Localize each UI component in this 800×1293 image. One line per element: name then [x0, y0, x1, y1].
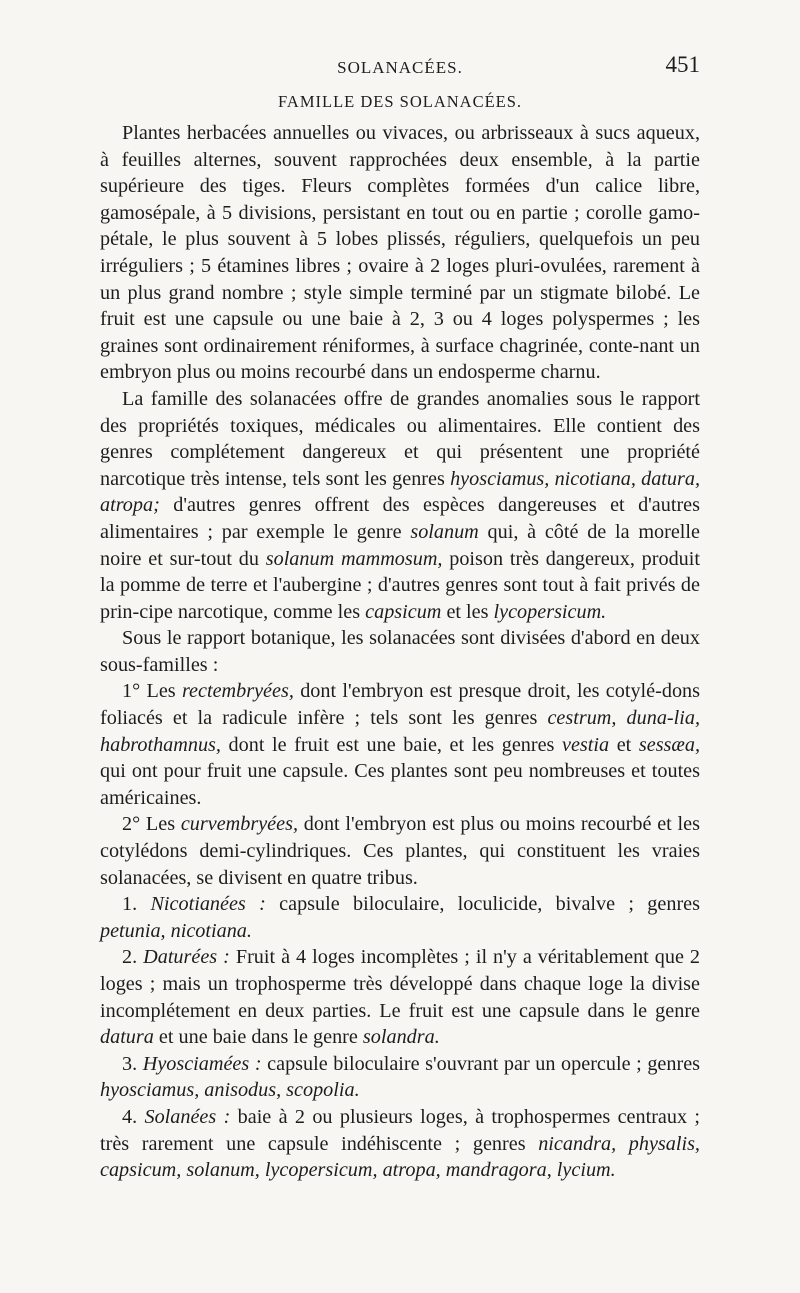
text-run: baie à 2 ou plusieurs loges, à trophospermes centraux ; très rarement une capsule indéhiscente ; genres [100, 1105, 701, 1155]
italic-run: capsicum [365, 600, 442, 623]
italic-run: Hyosciamées : [142, 1052, 262, 1075]
italic-run: Solanées : [144, 1105, 231, 1128]
italic-run: curvembryées, [180, 813, 298, 836]
text-run: Plantes herbacées annuelles ou vivaces, ou arbrisseaux à sucs aqueux, à feuilles alternes, souvent rapprochées deux ensemble, à la partie supérieure des tiges. Fleurs complètes formées d'un calice libre, gamosépale, à 5 divisions, persistant en tout ou en partie ; corolle gamo-pétale, le plus souvent à 5 lobes plissés, réguliers, quelquefois un peu irréguliers ; 5 étamines libres ; ovaire à 2 loges pluri-ovulées, rarement à un plus grand nombre ; style simple terminé par un stigmate bilobé. Le fruit est une capsule ou une baie à 2, 3 ou 4 loges polyspermes ; les graines sont ordinairement réniformes, à surface chagrinée, conte-nant un embryon plus ou moins recourbé dans un endosperme charnu. [100, 122, 700, 384]
running-head [100, 52, 700, 88]
italic-run: Daturées : [143, 946, 230, 969]
italic-run: nicandra, physalis, capsicum, solanum, lycopersicum, atropa, mandragora, lycium. [100, 1132, 700, 1182]
text-run: 4. [122, 1105, 145, 1128]
paragraph [100, 944, 700, 1050]
text-run: qui, à côté de la morelle noire et sur-tout du [100, 520, 700, 570]
text-run: La famille des solanacées offre de grandes anomalies sous le rapport des propriétés toxiques, médicales ou alimentaires. Elle contient des genres complétement dangereux et qui présentent une propriété narcotique très intense, tels sont les genres [100, 387, 700, 490]
text-run: dont le fruit est une baie, et les genres [220, 733, 563, 756]
paragraph [100, 891, 700, 944]
text-run: et [609, 733, 639, 756]
text-run: capsule biloculaire, loculicide, bivalve ; genres [265, 893, 700, 916]
italic-run: solanum [410, 520, 479, 543]
italic-run: cestrum, duna-lia, habrothamnus, [100, 707, 700, 756]
italic-run: solanum mammosum, [265, 547, 443, 570]
italic-run: Nicotianées : [150, 893, 266, 916]
paragraph [100, 120, 700, 386]
text-run: et une baie dans le genre [153, 1026, 363, 1049]
page-content [100, 52, 700, 1184]
text-run: 2° Les [122, 813, 181, 836]
text-run: 3. [122, 1052, 143, 1075]
italic-run: datura [100, 1026, 154, 1049]
paragraph [100, 625, 700, 678]
text-run: capsule biloculaire s'ouvrant par un opercule ; genres [261, 1052, 701, 1075]
italic-run: sessæa, [638, 733, 701, 756]
text-run: 1. [122, 893, 151, 916]
italic-run: solandra. [362, 1026, 440, 1049]
text-run: qui ont pour fruit une capsule. Ces plantes sont peu nombreuses et toutes américaines. [100, 760, 700, 809]
section-title: FAMILLE DES SOLANACÉES. [277, 92, 523, 111]
text-run: Fruit à 4 loges incomplètes ; il n'y a véritablement que 2 loges ; mais un trophosperme très développé dans chaque loge la divise incomplétement en deux parties. Le fruit est une capsule dans le genre [100, 946, 701, 1022]
paragraph [100, 1051, 700, 1104]
text-run: 2. [122, 946, 144, 969]
italic-run: hyosciamus, nicotiana, datura, atropa; [100, 467, 700, 517]
paragraph [100, 678, 700, 811]
paragraph [100, 386, 700, 625]
paragraph [100, 1104, 700, 1184]
text-run: dont l'embryon est presque droit, les cotylé-dons foliacés et la radicule infère ; tels sont les genres [100, 680, 700, 730]
italic-run: petunia, nicotiana. [100, 919, 252, 942]
italic-run: hyosciamus, anisodus, scopolia. [100, 1079, 360, 1102]
italic-run: rectembryées, [181, 680, 294, 703]
italic-run: lycopersicum. [493, 600, 607, 623]
text-run: 1° Les [122, 680, 182, 703]
text-run: et les [441, 600, 494, 623]
text-run: poison très dangereux, produit la pomme de terre et l'aubergine ; d'autres genres sont tout à fait privés de prin-cipe narcotique, comme les [100, 547, 700, 623]
text-run: dont l'embryon est plus ou moins recourbé et les cotylédons demi-cylindriques. Ces plantes, qui constituent les vraies solanacées, se divisent en quatre tribus. [100, 813, 700, 889]
page-number: 451 [665, 52, 700, 77]
italic-run: vestia [562, 733, 610, 756]
text-run: d'autres genres offrent des espèces dangereuses et d'autres alimentaires ; par exemple le genre [100, 494, 700, 543]
running-title: SOLANACÉES. [337, 58, 463, 77]
body-text [100, 120, 700, 1184]
text-run: Sous le rapport botanique, les solanacées sont divisées d'abord en deux sous-familles : [100, 627, 700, 676]
paragraph [100, 811, 700, 891]
